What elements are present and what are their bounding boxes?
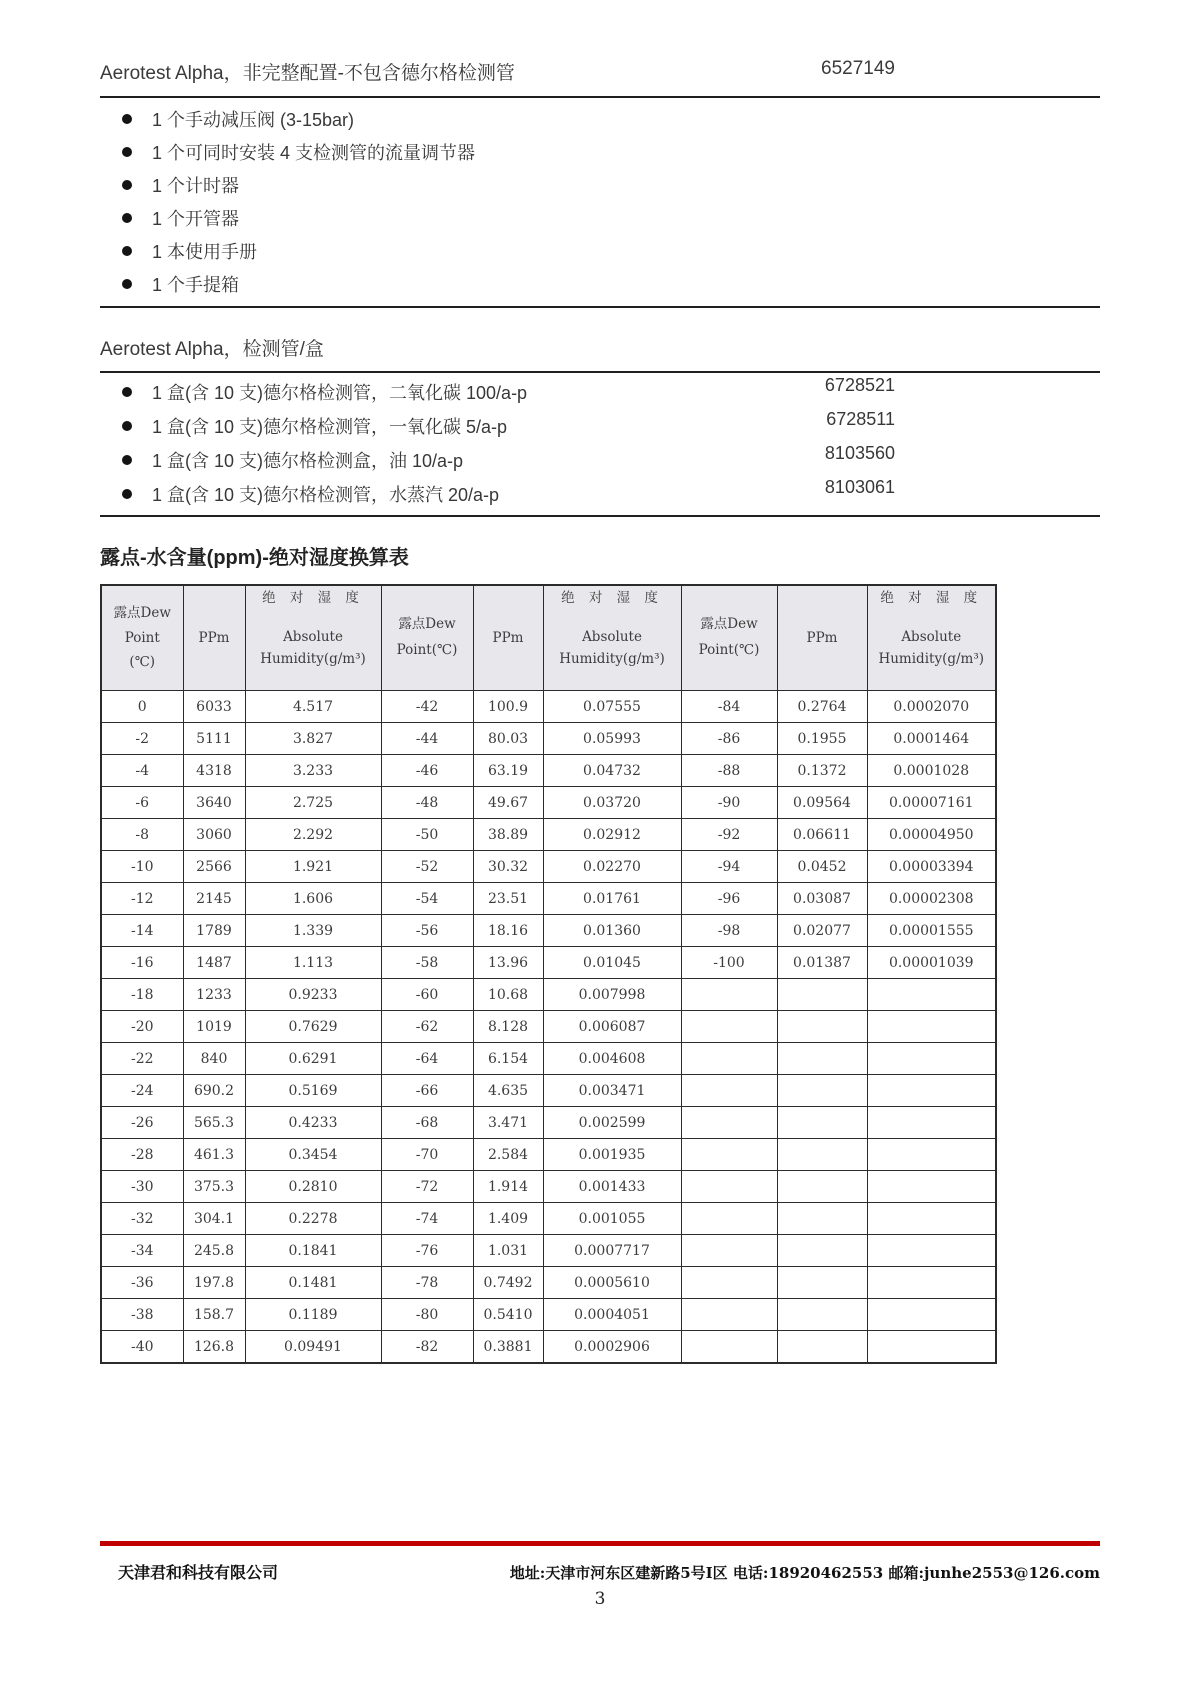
table-row (101, 947, 996, 979)
table-cell: -66 (381, 1075, 473, 1107)
table-cell: -74 (381, 1203, 473, 1235)
table-cell: 690.2 (183, 1075, 245, 1107)
list-item-text: 1 个可同时安装 4 支检测管的流量调节器 (152, 142, 476, 163)
table-row (101, 1299, 996, 1331)
table-cell: 0.007998 (543, 979, 681, 1011)
bullet-icon (122, 147, 132, 157)
table-cell: 304.1 (183, 1203, 245, 1235)
table-cell: 4318 (183, 755, 245, 787)
table-cell: -30 (101, 1171, 183, 1203)
table-cell: 0.0004051 (543, 1299, 681, 1331)
table-cell: 0.00001555 (867, 915, 996, 947)
table-row (101, 1139, 996, 1171)
table-cell: -70 (381, 1139, 473, 1171)
table-cell: 0.01761 (543, 883, 681, 915)
table-cell: -82 (381, 1331, 473, 1364)
section1-header (100, 58, 1100, 85)
table-cell: 23.51 (473, 883, 543, 915)
list-item-text: 1 盒(含 10 支)德尔格检测管，二氧化碳 100/a-p (152, 383, 528, 403)
table-row (101, 883, 996, 915)
table-cell: -20 (101, 1011, 183, 1043)
table-cell (867, 1331, 996, 1364)
table-cell: 3640 (183, 787, 245, 819)
table-cell: 0.0005610 (543, 1267, 681, 1299)
table-cell: 1019 (183, 1011, 245, 1043)
table-cell (867, 1235, 996, 1267)
bullet-icon (122, 180, 132, 190)
header-line: 绝 对 湿 度 (880, 590, 983, 606)
table-row (101, 691, 996, 723)
table-title: 露点-水含量(ppm)-绝对湿度换算表 (100, 547, 409, 569)
header-line: Absolute (283, 629, 343, 645)
header-line: Humidity(g/m³) (260, 651, 366, 668)
table-cell: -36 (101, 1267, 183, 1299)
table-cell: 49.67 (473, 787, 543, 819)
table-cell: -26 (101, 1107, 183, 1139)
table-cell: -18 (101, 979, 183, 1011)
table-cell (777, 1171, 867, 1203)
table-cell (867, 1075, 996, 1107)
table-cell: 158.7 (183, 1299, 245, 1331)
table-cell: 0.02077 (777, 915, 867, 947)
table-cell: 0.3454 (245, 1139, 381, 1171)
col-header-ppm-1: PPm (183, 585, 245, 691)
table-cell: 30.32 (473, 851, 543, 883)
table-cell (867, 1203, 996, 1235)
table-cell: -46 (381, 755, 473, 787)
table-cell: 0.1955 (777, 723, 867, 755)
table-cell (681, 1107, 777, 1139)
table-row (101, 1331, 996, 1364)
table-cell: 1.113 (245, 947, 381, 979)
table-cell: 1.921 (245, 851, 381, 883)
table-cell: -56 (381, 915, 473, 947)
table-cell: 1487 (183, 947, 245, 979)
table-row (101, 819, 996, 851)
table-cell: -84 (681, 691, 777, 723)
list-item-text: 1 个计时器 (152, 175, 240, 196)
table-row (101, 1235, 996, 1267)
list-item (100, 135, 1100, 168)
table-cell (681, 1235, 777, 1267)
footer-red-bar (100, 1541, 1100, 1546)
table-cell: 0.2278 (245, 1203, 381, 1235)
table-cell: 0.9233 (245, 979, 381, 1011)
table-cell (681, 1075, 777, 1107)
col-header-abs-humidity-2 (543, 585, 681, 691)
table-cell: 0.01045 (543, 947, 681, 979)
table-cell: 0.0007717 (543, 1235, 681, 1267)
section2-title: Aerotest Alpha，检测管/盒 (100, 339, 324, 360)
table-cell (867, 1267, 996, 1299)
table-cell: 565.3 (183, 1107, 245, 1139)
table-cell: 0.006087 (543, 1011, 681, 1043)
table-cell: 1.339 (245, 915, 381, 947)
table-cell: 0 (101, 691, 183, 723)
table-cell: -34 (101, 1235, 183, 1267)
col-header-ppm-2: PPm (473, 585, 543, 691)
list-item-text: 1 盒(含 10 支)德尔格检测盒，油 10/a-p (152, 451, 464, 471)
header-line: Point(℃) (396, 642, 458, 658)
table-cell: 0.07555 (543, 691, 681, 723)
page-footer (100, 1541, 1100, 1609)
table-cell: -12 (101, 883, 183, 915)
list-item (100, 375, 1100, 409)
table-cell: -54 (381, 883, 473, 915)
list-item (100, 234, 1100, 267)
table-cell: -100 (681, 947, 777, 979)
col-header-dew-point-1 (101, 585, 183, 691)
list-item-text: 1 盒(含 10 支)德尔格检测管，一氧化碳 5/a-p (152, 417, 508, 437)
table-cell: 0.004608 (543, 1043, 681, 1075)
table-cell: 2.725 (245, 787, 381, 819)
table-cell: 461.3 (183, 1139, 245, 1171)
table-row (101, 915, 996, 947)
table-cell: -72 (381, 1171, 473, 1203)
table-cell: 1.409 (473, 1203, 543, 1235)
table-cell: 0.01387 (777, 947, 867, 979)
table-row (101, 755, 996, 787)
table-row (101, 1043, 996, 1075)
table-cell: -8 (101, 819, 183, 851)
header-line: Absolute (582, 629, 642, 645)
bullet-icon (122, 246, 132, 256)
table-cell: 3060 (183, 819, 245, 851)
table-cell (777, 1139, 867, 1171)
col-header-ppm-3: PPm (777, 585, 867, 691)
table-cell: -64 (381, 1043, 473, 1075)
table-row (101, 851, 996, 883)
header-line: Point(℃) (698, 642, 760, 658)
table-cell: 3.233 (245, 755, 381, 787)
table-cell: 0.1841 (245, 1235, 381, 1267)
bullet-icon (122, 421, 132, 431)
table-cell: 18.16 (473, 915, 543, 947)
table-cell: -40 (101, 1331, 183, 1364)
table-row (101, 979, 996, 1011)
list-item-text: 1 个手动减压阀 (3-15bar) (152, 109, 355, 130)
header-line: Absolute (901, 629, 962, 645)
bullet-icon (122, 455, 132, 465)
bullet-icon (122, 279, 132, 289)
table-cell: 245.8 (183, 1235, 245, 1267)
table-cell: -10 (101, 851, 183, 883)
table-cell: 63.19 (473, 755, 543, 787)
table-cell: 2.292 (245, 819, 381, 851)
table-cell: -48 (381, 787, 473, 819)
table-cell: 0.002599 (543, 1107, 681, 1139)
table-cell: 0.2764 (777, 691, 867, 723)
table-cell: 0.001935 (543, 1139, 681, 1171)
header-line: (℃) (129, 654, 156, 671)
table-cell (867, 1011, 996, 1043)
table-cell (867, 1139, 996, 1171)
table-cell (867, 1043, 996, 1075)
col-header-dew-point-2 (381, 585, 473, 691)
table-cell: -90 (681, 787, 777, 819)
table-cell: -6 (101, 787, 183, 819)
table-cell: -68 (381, 1107, 473, 1139)
part-number: 8103061 (824, 477, 895, 497)
table-cell: 0.003471 (543, 1075, 681, 1107)
table-cell: 1789 (183, 915, 245, 947)
part-number: 8103560 (824, 443, 895, 463)
table-cell: 0.03720 (543, 787, 681, 819)
table-cell: 2145 (183, 883, 245, 915)
bullet-icon (122, 387, 132, 397)
table-cell: 6033 (183, 691, 245, 723)
table-cell: 100.9 (473, 691, 543, 723)
table-cell: 1.606 (245, 883, 381, 915)
divider (100, 515, 1100, 517)
table-cell: 0.06611 (777, 819, 867, 851)
table-cell (777, 1043, 867, 1075)
table-row (101, 1267, 996, 1299)
table-cell: -62 (381, 1011, 473, 1043)
table-cell: 1233 (183, 979, 245, 1011)
table-cell (777, 1107, 867, 1139)
table-cell: 0.1372 (777, 755, 867, 787)
table-cell: 0.09491 (245, 1331, 381, 1364)
table-cell: -58 (381, 947, 473, 979)
table-cell: 126.8 (183, 1331, 245, 1364)
page-number: 3 (594, 1589, 606, 1609)
table-cell: -78 (381, 1267, 473, 1299)
table-cell: 0.02270 (543, 851, 681, 883)
table-cell: 0.7629 (245, 1011, 381, 1043)
table-cell: 0.1189 (245, 1299, 381, 1331)
table-cell (777, 1331, 867, 1364)
table-cell (777, 1267, 867, 1299)
list-item (100, 409, 1100, 443)
list-item-text: 1 个手提箱 (152, 274, 240, 295)
col-header-dew-point-3 (681, 585, 777, 691)
table-cell: -16 (101, 947, 183, 979)
table-cell: 0.00001039 (867, 947, 996, 979)
table-cell (681, 1331, 777, 1364)
list-item (100, 168, 1100, 201)
table-cell: 0.0002070 (867, 691, 996, 723)
footer-company: 天津君和科技有限公司 (118, 1563, 279, 1582)
table-cell: -86 (681, 723, 777, 755)
table-cell: -24 (101, 1075, 183, 1107)
table-cell: -50 (381, 819, 473, 851)
table-cell: 0.7492 (473, 1267, 543, 1299)
table-cell: 3.471 (473, 1107, 543, 1139)
table-cell (681, 1139, 777, 1171)
table-cell (777, 979, 867, 1011)
header-line: 绝 对 湿 度 (262, 590, 364, 606)
table-row (101, 1075, 996, 1107)
table-cell: 840 (183, 1043, 245, 1075)
table-cell (681, 1043, 777, 1075)
table-row (101, 723, 996, 755)
table-cell: 0.0002906 (543, 1331, 681, 1364)
table-cell: -38 (101, 1299, 183, 1331)
table-cell: 5111 (183, 723, 245, 755)
table-cell: -44 (381, 723, 473, 755)
table-cell: 0.6291 (245, 1043, 381, 1075)
table-cell: -92 (681, 819, 777, 851)
divider (100, 306, 1100, 308)
list-item (100, 477, 1100, 511)
table-cell (867, 979, 996, 1011)
table-cell (867, 1299, 996, 1331)
table-cell: 2566 (183, 851, 245, 883)
table-cell (777, 1075, 867, 1107)
table-cell: -2 (101, 723, 183, 755)
table-row (101, 1203, 996, 1235)
table-header-row (101, 585, 996, 691)
header-line: 露点Dew (113, 604, 171, 621)
list-item (100, 443, 1100, 477)
table-cell (867, 1171, 996, 1203)
table-cell (681, 1267, 777, 1299)
document-content (100, 0, 1100, 1364)
header-line: 绝 对 湿 度 (561, 590, 663, 606)
table-cell: -32 (101, 1203, 183, 1235)
section1-title: Aerotest Alpha，非完整配置-不包含德尔格检测管 (100, 63, 515, 84)
section1-item-list (100, 98, 1100, 306)
table-cell: 197.8 (183, 1267, 245, 1299)
table-cell: 0.01360 (543, 915, 681, 947)
list-item-text: 1 盒(含 10 支)德尔格检测管，水蒸汽 20/a-p (152, 485, 500, 505)
table-cell: 0.00003394 (867, 851, 996, 883)
table-cell: 4.517 (245, 691, 381, 723)
footer-contact: 地址:天津市河东区建新路5号I区 电话:18920462553 邮箱:junhe2553@126.com (509, 1564, 1100, 1582)
table-cell: 0.0001028 (867, 755, 996, 787)
table-cell: 0.5410 (473, 1299, 543, 1331)
table-cell: 10.68 (473, 979, 543, 1011)
table-cell: 0.00007161 (867, 787, 996, 819)
table-cell: 80.03 (473, 723, 543, 755)
table-cell (681, 1011, 777, 1043)
table-cell: 0.0001464 (867, 723, 996, 755)
table-cell: 0.3881 (473, 1331, 543, 1364)
table-cell: 8.128 (473, 1011, 543, 1043)
table-cell: 0.2810 (245, 1171, 381, 1203)
header-line: Point (124, 629, 160, 646)
table-cell: 0.04732 (543, 755, 681, 787)
conversion-table (100, 584, 997, 1364)
table-cell: 1.914 (473, 1171, 543, 1203)
list-item-text: 1 个开管器 (152, 208, 240, 229)
table-cell: 0.00004950 (867, 819, 996, 851)
table-cell: 0.5169 (245, 1075, 381, 1107)
table-row (101, 1107, 996, 1139)
header-line: 露点Dew (398, 616, 456, 633)
part-number: 6728521 (824, 375, 895, 395)
col-header-abs-humidity-3 (867, 585, 996, 691)
table-cell: -76 (381, 1235, 473, 1267)
list-item (100, 267, 1100, 300)
header-line: Humidity(g/m³) (878, 651, 985, 668)
table-cell (777, 1299, 867, 1331)
table-cell (777, 1203, 867, 1235)
table-cell: 6.154 (473, 1043, 543, 1075)
table-cell: -96 (681, 883, 777, 915)
table-cell (777, 1235, 867, 1267)
table-cell (681, 1299, 777, 1331)
table-cell: 0.05993 (543, 723, 681, 755)
table-row (101, 1011, 996, 1043)
bullet-icon (122, 114, 132, 124)
table-cell: 0.001433 (543, 1171, 681, 1203)
table-cell: 38.89 (473, 819, 543, 851)
table-cell: 375.3 (183, 1171, 245, 1203)
table-cell: 0.001055 (543, 1203, 681, 1235)
table-cell: -4 (101, 755, 183, 787)
col-header-abs-humidity-1 (245, 585, 381, 691)
table-cell: -28 (101, 1139, 183, 1171)
table-cell: -52 (381, 851, 473, 883)
table-cell: -14 (101, 915, 183, 947)
table-cell: -22 (101, 1043, 183, 1075)
table-cell (681, 1203, 777, 1235)
table-cell: 0.09564 (777, 787, 867, 819)
table-cell: -98 (681, 915, 777, 947)
table-cell: -42 (381, 691, 473, 723)
table-cell: 4.635 (473, 1075, 543, 1107)
table-cell: 3.827 (245, 723, 381, 755)
header-line: 露点Dew (700, 616, 758, 633)
table-cell: 0.00002308 (867, 883, 996, 915)
table-row (101, 787, 996, 819)
table-cell: 13.96 (473, 947, 543, 979)
list-item-text: 1 本使用手册 (152, 241, 258, 262)
list-item (100, 201, 1100, 234)
table-cell (681, 1171, 777, 1203)
section2-item-list (100, 373, 1100, 515)
table-cell: 0.1481 (245, 1267, 381, 1299)
footer-row (100, 1560, 1100, 1583)
table-cell: -80 (381, 1299, 473, 1331)
table-cell: 0.03087 (777, 883, 867, 915)
bullet-icon (122, 489, 132, 499)
table-cell: 0.0452 (777, 851, 867, 883)
part-number: 6728511 (826, 409, 895, 429)
bullet-icon (122, 213, 132, 223)
header-line: Humidity(g/m³) (559, 651, 665, 668)
table-cell: 1.031 (473, 1235, 543, 1267)
table-cell (681, 979, 777, 1011)
table-cell (777, 1011, 867, 1043)
table-cell (867, 1107, 996, 1139)
table-cell: -94 (681, 851, 777, 883)
table-cell: -88 (681, 755, 777, 787)
list-item (100, 102, 1100, 135)
table-cell: 0.4233 (245, 1107, 381, 1139)
table-row (101, 1171, 996, 1203)
table-cell: 2.584 (473, 1139, 543, 1171)
table-cell: 0.02912 (543, 819, 681, 851)
section1-part-number: 6527149 (821, 58, 895, 79)
table-cell: -60 (381, 979, 473, 1011)
